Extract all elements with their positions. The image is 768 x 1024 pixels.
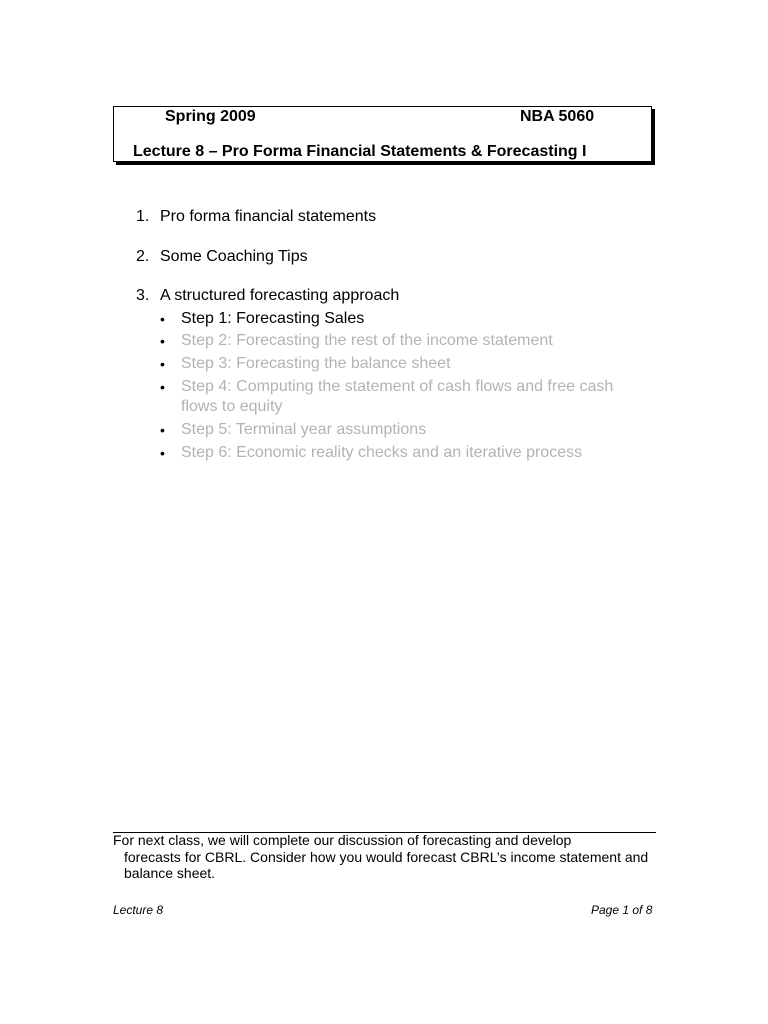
course-code: NBA 5060: [520, 108, 595, 125]
outline-number: 1.: [136, 208, 150, 225]
bullet-icon: •: [160, 311, 165, 327]
footnote-continuation: forecasts for CBRL. Consider how you would forecast CBRL’s income statement and balance sheet.: [124, 848, 649, 881]
footer-lecture-label: Lecture 8: [113, 903, 164, 917]
outline-number: 3.: [136, 287, 150, 304]
outline-label: Some Coaching Tips: [160, 248, 308, 265]
step-label: Step 5: Terminal year assumptions: [181, 421, 427, 438]
outline-item-2: [136, 248, 308, 266]
bullet-icon: •: [160, 422, 165, 438]
bullet-icon: •: [160, 333, 165, 349]
bullet-icon: •: [160, 356, 165, 372]
outline-item-1: [136, 208, 376, 226]
outline-number: 2.: [136, 248, 150, 265]
header-box: [113, 106, 652, 162]
footnote-line-1: For next class, we will complete our discussion of forecasting and develop: [113, 832, 572, 848]
outline-label: Pro forma financial statements: [160, 208, 377, 225]
bullet-icon: •: [160, 379, 165, 395]
footnote: [113, 832, 653, 882]
step-label: Step 2: Forecasting the rest of the income statement: [181, 332, 553, 349]
step-label: Step 1: Forecasting Sales: [181, 310, 365, 327]
outline-item-3: [136, 287, 399, 305]
step-label: Step 6: Economic reality checks and an iterative process: [181, 444, 583, 461]
step-label: Step 4: Computing the statement of cash flows and free cash flows to equity: [181, 378, 614, 415]
footer-page-number: Page 1 of 8: [591, 903, 653, 917]
step-label: Step 3: Forecasting the balance sheet: [181, 355, 451, 372]
bullet-icon: •: [160, 445, 165, 461]
term-label: Spring 2009: [165, 108, 256, 125]
outline-label: A structured forecasting approach: [160, 287, 400, 304]
lecture-title: Lecture 8 – Pro Forma Financial Statements & Forecasting I: [133, 143, 587, 160]
